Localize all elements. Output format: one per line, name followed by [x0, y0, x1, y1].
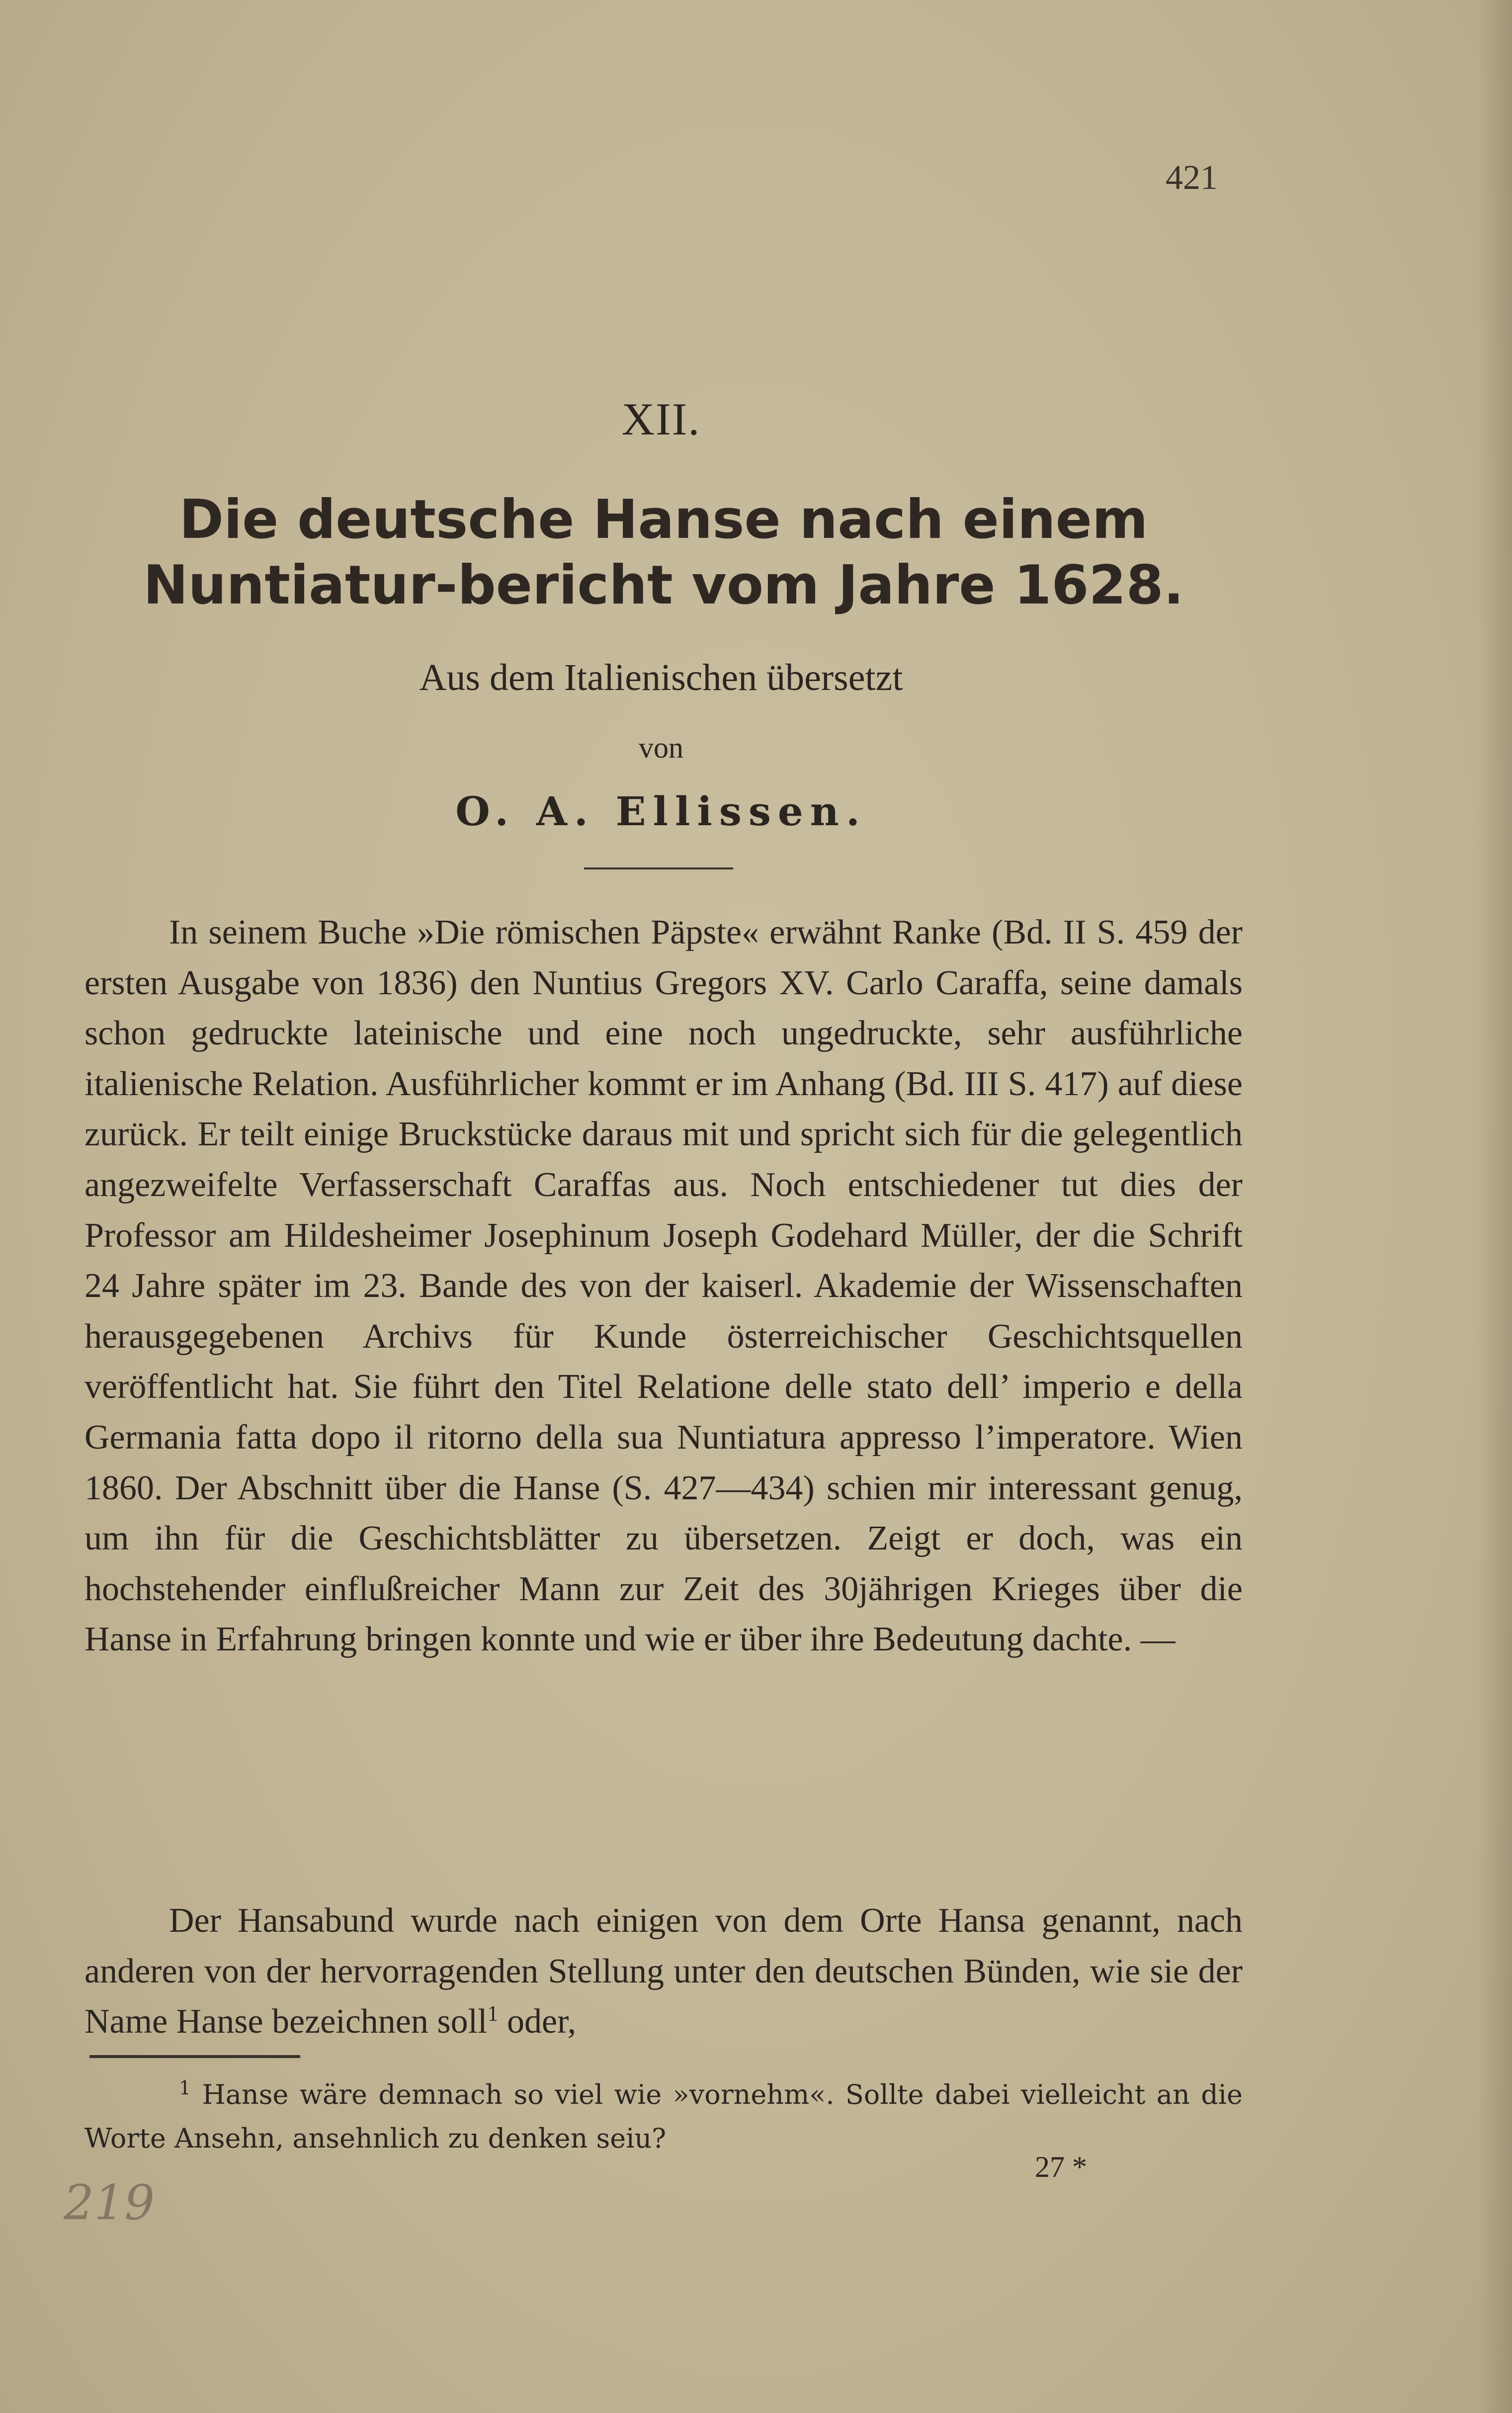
byline-von: von — [639, 731, 683, 764]
article-title: Die deutsche Hanse nach einem Nuntiatur-bericht vom Jahre 1628. — [143, 489, 1184, 616]
paragraph-text — [84, 1896, 1243, 2047]
page-edge-shadow — [1477, 0, 1512, 2413]
footnote-reference: 1 — [487, 2001, 499, 2026]
footnote-divider — [89, 2055, 300, 2058]
signature-mark: 27 * — [1035, 2151, 1087, 2183]
paragraph-text: In seinem Buche »Die römischen Päpste« erwähnt Ranke (Bd. II S. 459 der ersten Ausgabe von 1836) den Nuntius Gregors XV. Carlo Caraffa, seine damals schon gedruckte lateinische und eine noch ungedruckte, sehr ausführliche italienische Relation. Ausführlicher kommt er im Anhang (Bd. III S. 417) auf diese zurück. Er teilt einige Bruckstücke daraus mit und spricht sich für die gelegentlich angezweifelte Verfasserschaft Caraffas aus. Noch entschiedener tut dies der Professor am Hildesheimer Josephinum Joseph Godehard Müller, der die Schrift 24 Jahre später im 23. Bande des von der kaiserl. Akademie der Wissenschaften herausgegebenen Archivs für Kunde österreichischer Geschichtsquellen veröffentlicht hat. Sie führt den Titel Relatione delle stato dell’ imperio e della Germania fatta dopo il ritorno della sua Nuntiatura appresso l’imperatore. Wien 1860. Der Abschnitt über die Hanse (S. 427—434) schien mir interessant genug, um ihn für die Geschichtsblätter zu übersetzen. Zeigt er doch, was ein hochstehender einflußreicher Mann zur Zeit des 30jährigen Krieges über die Hanse in Erfahrung bringen konnte und wie er über ihre Bedeutung dachte. — — [84, 913, 1243, 1659]
paragraph-text-start: Der Hansabund wurde nach einigen von dem Orte Hansa genannt, nach anderen von der hervorragenden Stellung unter den deutschen Bünden, wie sie der Name Hanse bezeichnen soll — [84, 1901, 1243, 2041]
body-paragraph-2 — [84, 1896, 1243, 2047]
footnote-marker: 1 — [179, 2077, 191, 2099]
article-subtitle: Aus dem Italienischen übersetzt — [419, 657, 903, 698]
title-divider — [584, 867, 733, 869]
body-paragraph-1 — [84, 907, 1243, 1665]
paragraph-text-end: oder, — [498, 2002, 577, 2041]
chapter-number: XII. — [621, 394, 701, 444]
footnote-text: Hanse wäre demnach so viel wie »vornehm«. Sollte dabei vielleicht an die Worte Ansehn, ansehnlich zu denken seiu? — [84, 2079, 1243, 2154]
footnote — [84, 2073, 1243, 2160]
author-name: O. A. Ellissen. — [455, 788, 867, 835]
pencil-annotation: 219 — [64, 2175, 155, 2231]
page-number: 421 — [1166, 159, 1218, 197]
